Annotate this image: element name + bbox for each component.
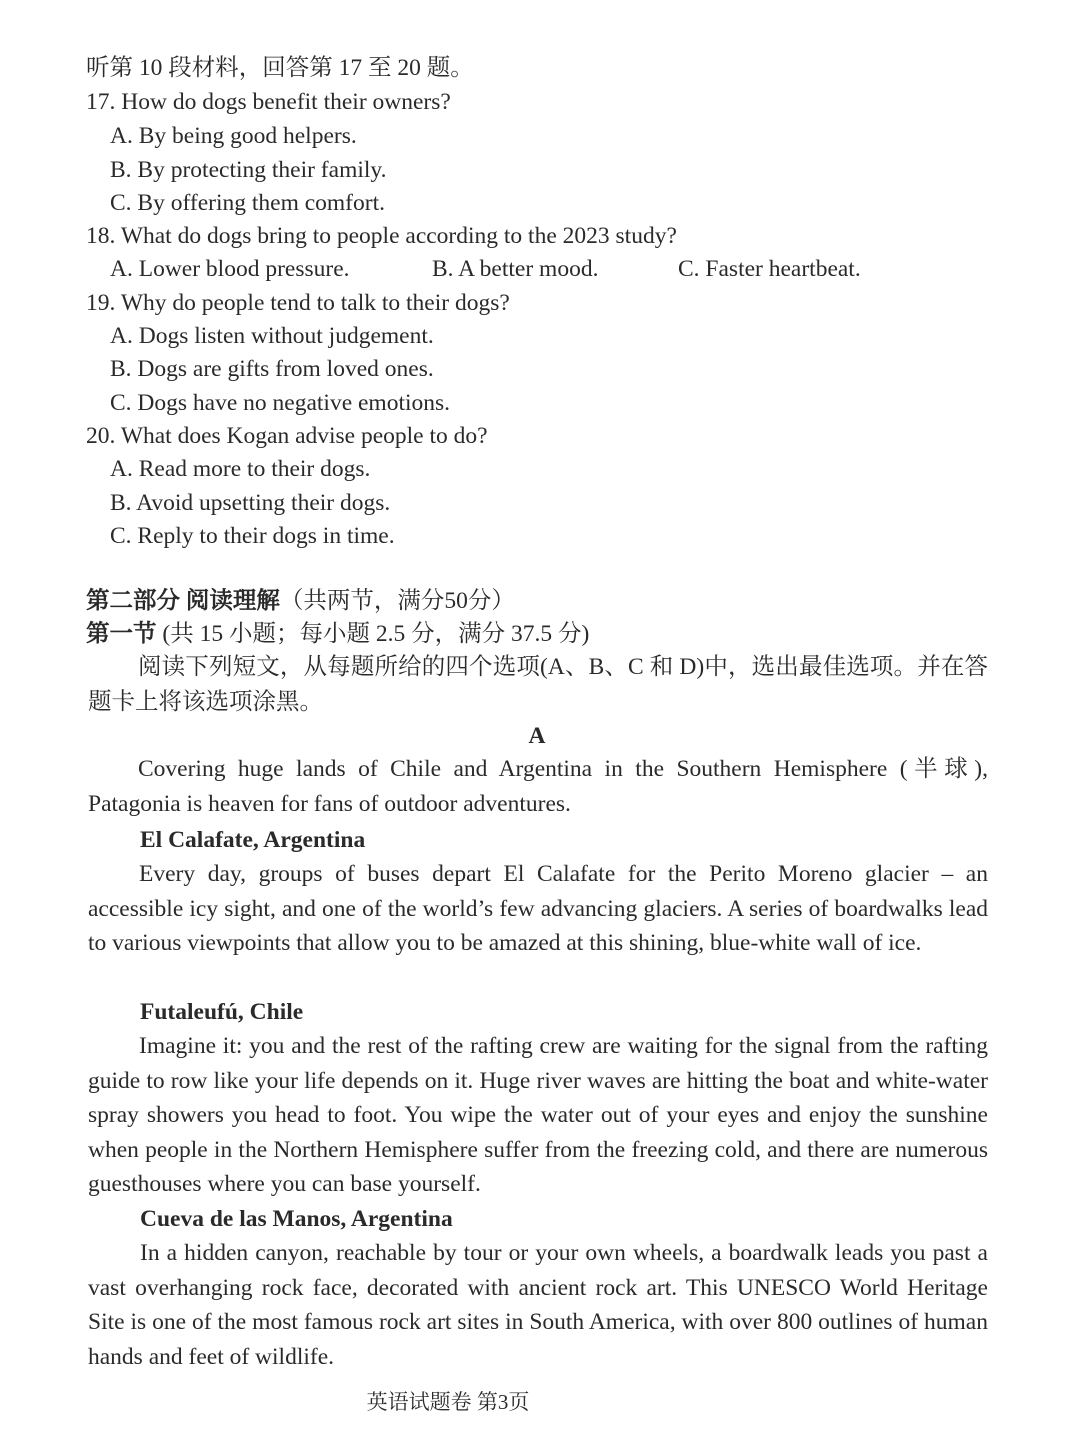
question-20-option-c: C. Reply to their dogs in time. <box>110 523 395 549</box>
place-heading-futaleufu: Futaleufú, Chile <box>140 999 304 1025</box>
question-17-stem: 17. How do dogs benefit their owners? <box>86 89 451 115</box>
question-18-option-a: A. Lower blood pressure. <box>110 256 350 282</box>
place-text-el-calafate: Every day, groups of buses depart El Calafate for the Perito Moreno glacier – an accessible icy sight, and one of the world’s few advancing glaciers. A series of boardwalks lead to various viewpoints that allow you to be amazed at this shining, blue-white wall of ice. <box>88 861 988 956</box>
passage-intro: Covering huge lands of Chile and Argentina in the Southern Hemisphere (半球), Patagonia is heaven for fans of outdoor adventures. <box>88 756 988 817</box>
question-20-option-a: A. Read more to their dogs. <box>110 456 371 482</box>
question-17-option-b: B. By protecting their family. <box>110 157 387 183</box>
question-19-option-b: B. Dogs are gifts from loved ones. <box>110 356 434 382</box>
section-one-title: 第一节 <box>86 621 157 647</box>
section-one-note: (共 15 小题；每小题 2.5 分，满分 37.5 分) <box>162 621 590 647</box>
question-18-stem: 18. What do dogs bring to people according to the 2023 study? <box>86 223 677 249</box>
part-two-note: （共两节，满分50分） <box>279 588 515 614</box>
place-heading-el-calafate: El Calafate, Argentina <box>140 827 366 853</box>
part-two-heading <box>86 585 515 617</box>
question-19-stem: 19. Why do people tend to talk to their dogs? <box>86 290 510 316</box>
place-text-futaleufu: Imagine it: you and the rest of the rafting crew are waiting for the signal from the rafting guide to row like your life depends on it. Huge river waves are hitting the boat and white-water spray showers you head to foot. You wipe the water out of your eyes and enjoy the sunshine when people in the Northern Hemisphere suffer from the freezing cold, and there are numerous guesthouses where you can base yourself. <box>88 1033 988 1197</box>
page-footer: 英语试题卷 第3页 <box>366 1390 530 1414</box>
question-18-option-c: C. Faster heartbeat. <box>678 256 861 282</box>
listening-intro: 听第 10 段材料，回答第 17 至 20 题。 <box>86 55 474 81</box>
place-text-cueva-de-las-manos: In a hidden canyon, reachable by tour or your own wheels, a boardwalk leads you past a vast overhanging rock face, decorated with ancient rock art. This UNESCO World Heritage Site is one of the most famous rock art sites in South America, with over 800 outlines of human hands and feet of wildlife. <box>88 1240 988 1370</box>
question-19-option-c: C. Dogs have no negative emotions. <box>110 390 451 416</box>
question-20-stem: 20. What does Kogan advise people to do? <box>86 423 488 449</box>
reading-instruction: 阅读下列短文，从每题所给的四个选项(A、B、C 和 D)中，选出最佳选项。并在答题卡上将该选项涂黑。 <box>88 654 988 715</box>
passage-label: A <box>528 723 546 749</box>
question-19-option-a: A. Dogs listen without judgement. <box>110 323 434 349</box>
part-two-title: 第二部分 阅读理解 <box>86 588 280 614</box>
question-20-option-b: B. Avoid upsetting their dogs. <box>110 490 391 516</box>
place-heading-cueva-de-las-manos: Cueva de las Manos, Argentina <box>140 1206 453 1232</box>
question-18-option-b: B. A better mood. <box>432 256 599 282</box>
question-17-option-a: A. By being good helpers. <box>110 123 357 149</box>
section-one-heading <box>86 618 589 650</box>
question-17-option-c: C. By offering them comfort. <box>110 190 385 216</box>
